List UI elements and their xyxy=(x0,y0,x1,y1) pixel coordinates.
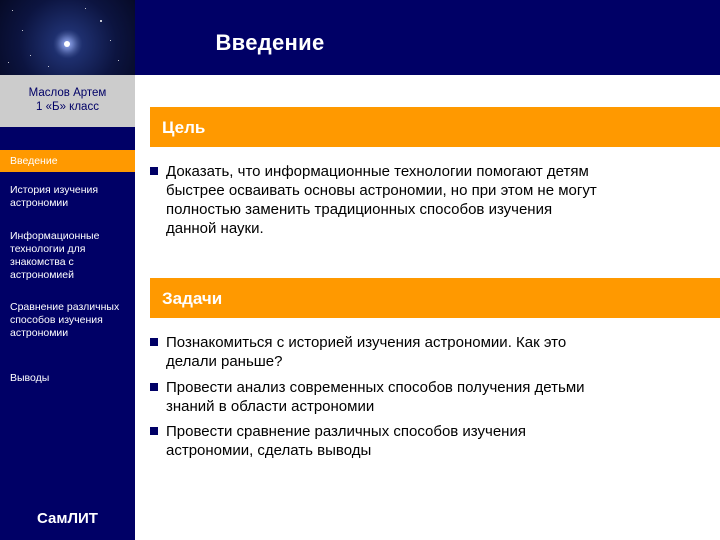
task-text: Провести сравнение различных способов изучения астрономии, сделать выводы xyxy=(166,423,526,459)
goal-heading: Цель xyxy=(162,118,206,137)
sidebar-item-conclusions[interactable]: Выводы xyxy=(10,372,50,384)
sidebar-item-history[interactable]: История изучения астрономии xyxy=(10,184,99,209)
bullet-icon xyxy=(150,427,158,435)
sidebar-item-label: Введение xyxy=(10,155,58,167)
author-name: Маслов Артем xyxy=(28,87,107,99)
goal-text: Доказать, что информационные технологии помогают детям быстрее осваивать основы астрономии, но при этом не могут полностью заменить традиционных способов изучения данной науки. xyxy=(166,163,597,237)
sidebar-item-comparison[interactable]: Сравнение различных способов изучения астрономии xyxy=(10,301,120,339)
title-bar xyxy=(135,0,720,75)
sidebar-item-it[interactable]: Информационные технологии для знакомства с астрономией xyxy=(10,230,100,281)
tasks-header xyxy=(150,278,720,318)
sidebar xyxy=(0,127,135,540)
goal-header xyxy=(150,107,720,147)
space-image xyxy=(0,0,135,75)
tasks-heading: Задачи xyxy=(162,289,223,308)
bullet-icon xyxy=(150,383,158,391)
sidebar-item-intro[interactable] xyxy=(0,150,135,172)
page-title: Введение xyxy=(215,30,325,55)
task-text: Провести анализ современных способов получения детьми знаний в области астрономии xyxy=(166,379,585,415)
bullet-icon xyxy=(150,167,158,175)
author-box xyxy=(0,75,135,127)
bullet-icon xyxy=(150,338,158,346)
task-text: Познакомиться с историей изучения астрономии. Как это делали раньше? xyxy=(166,334,567,370)
footer-logo-text: СамЛИТ xyxy=(37,510,98,527)
author-class: 1 «Б» класс xyxy=(36,101,99,113)
